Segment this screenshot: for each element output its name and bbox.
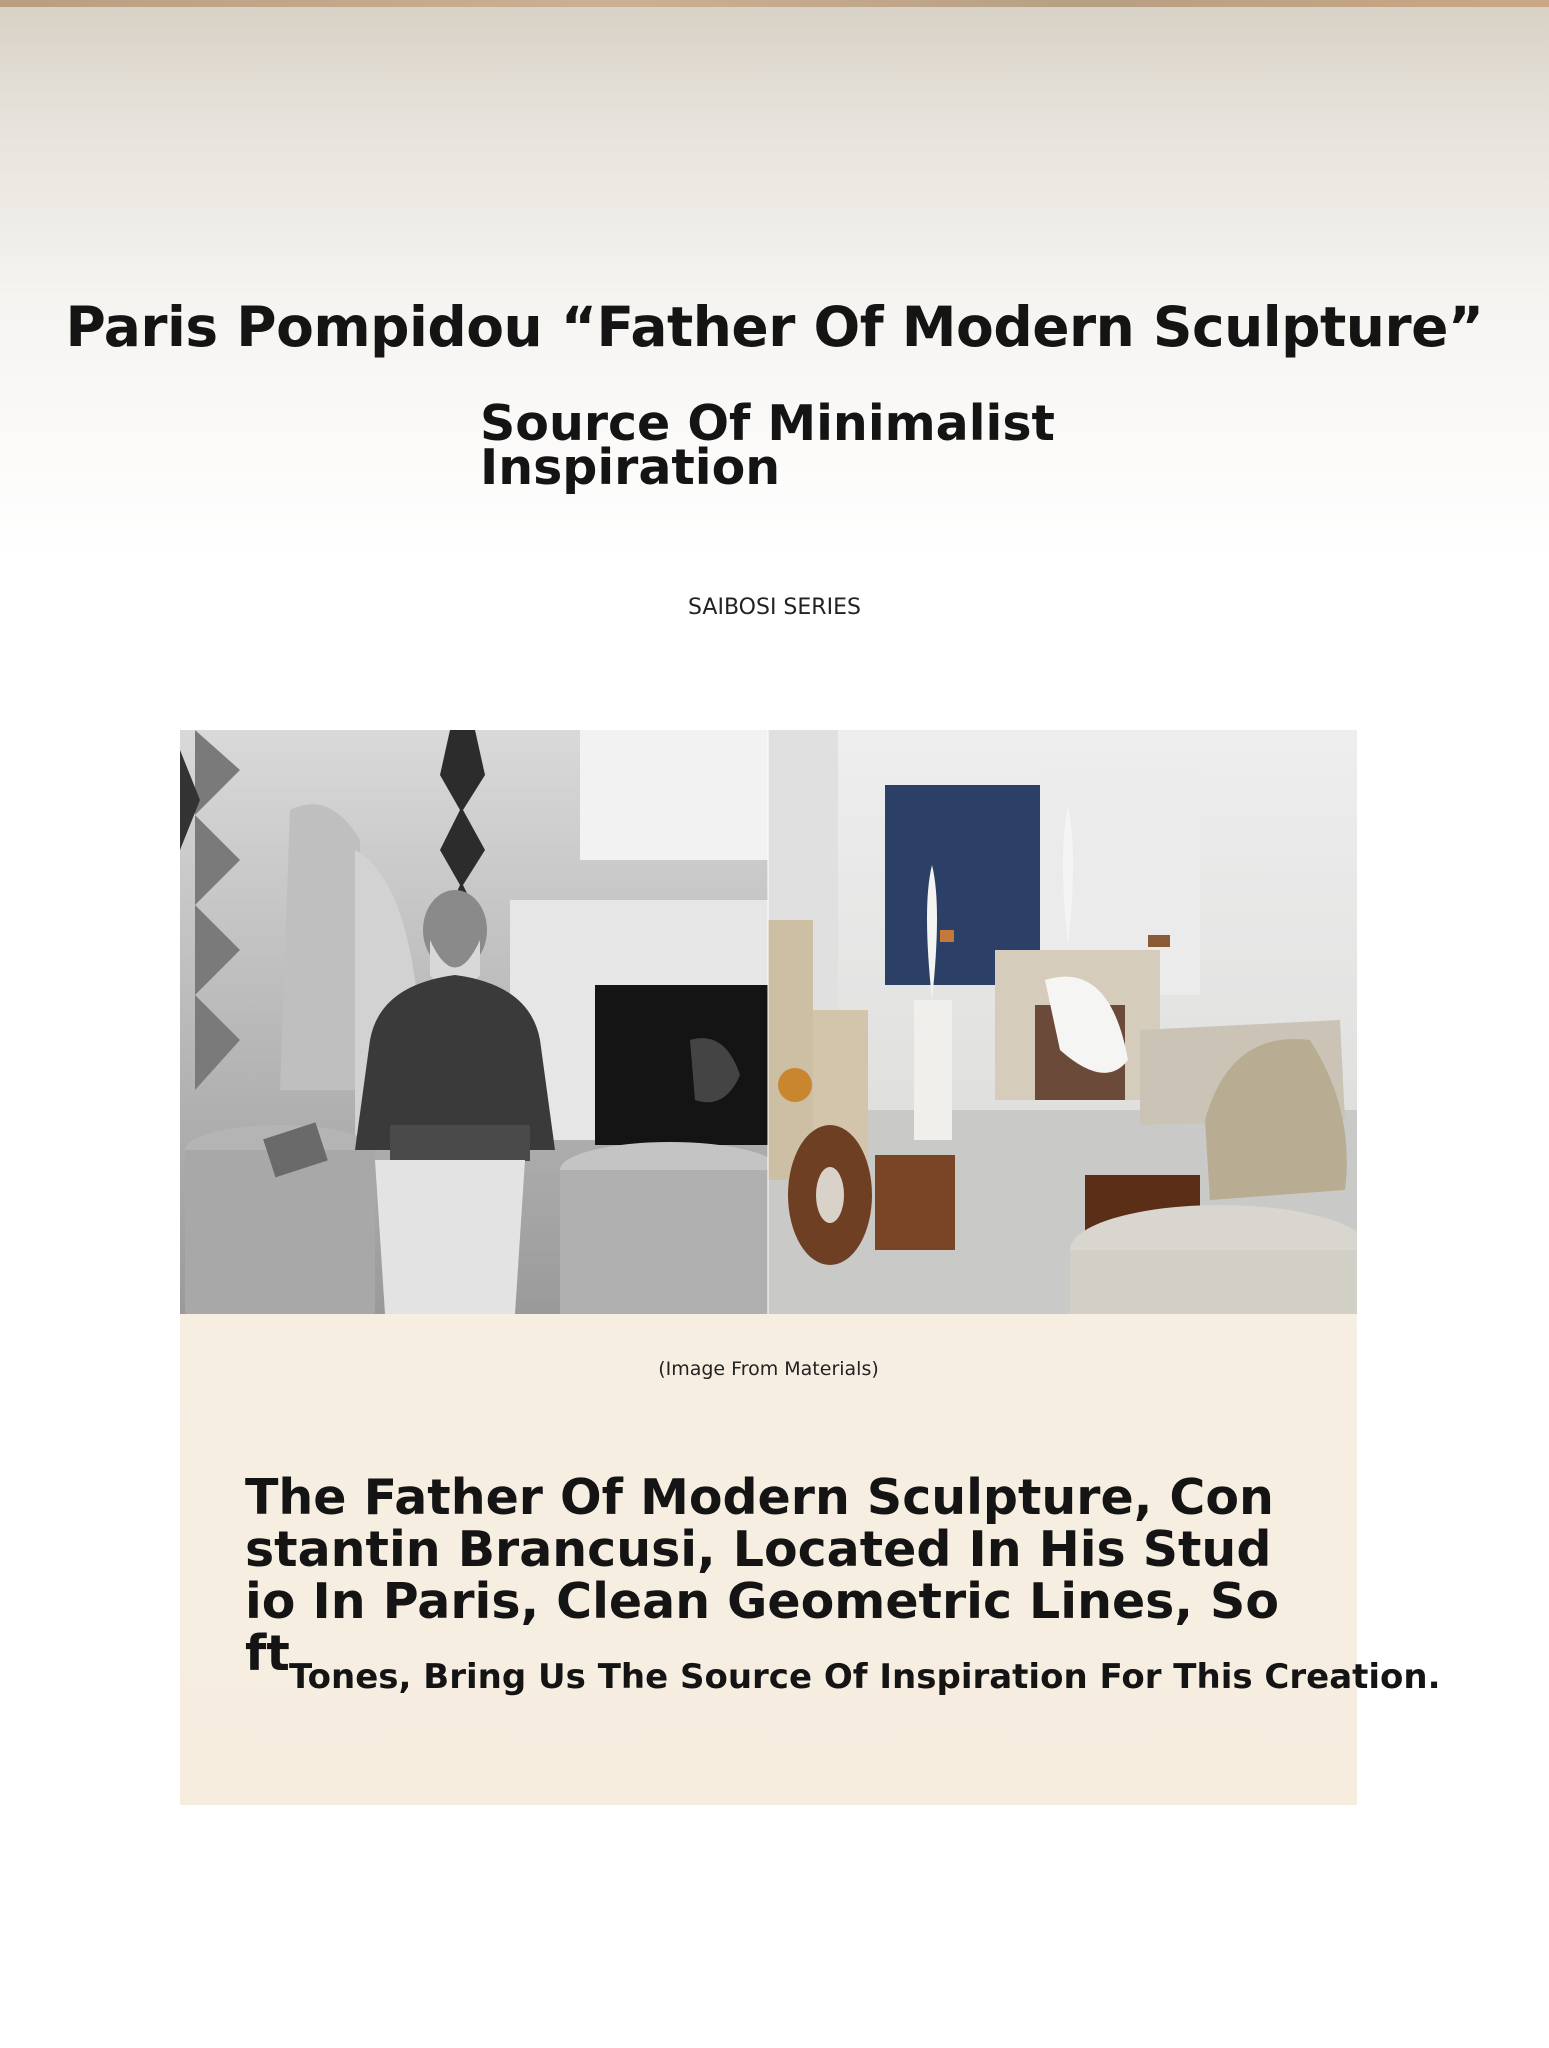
feature-description: The Father Of Modern Sculpture, Constantin Brancusi, Located In His Studio In Paris, Clean Geometric Lines, Soft: [245, 1469, 1279, 1682]
page-subtitle: Source Of Minimalist Inspiration: [480, 395, 1055, 496]
top-wood-strip: [0, 0, 1549, 7]
feature-description-continued: Tones, Bring Us The Source Of Inspiration For This Creation.: [289, 1657, 1441, 1697]
image-caption: (Image From Materials): [658, 1358, 879, 1380]
studio-photo: [180, 730, 1357, 1314]
bw-studio-photo: [180, 730, 780, 1314]
series-label: SAIBOSI SERIES: [688, 595, 861, 620]
feature-card: [180, 730, 1441, 1805]
color-studio-photo: [768, 730, 1357, 1314]
page-title: Paris Pompidou “Father Of Modern Sculpture”: [65, 295, 1484, 359]
